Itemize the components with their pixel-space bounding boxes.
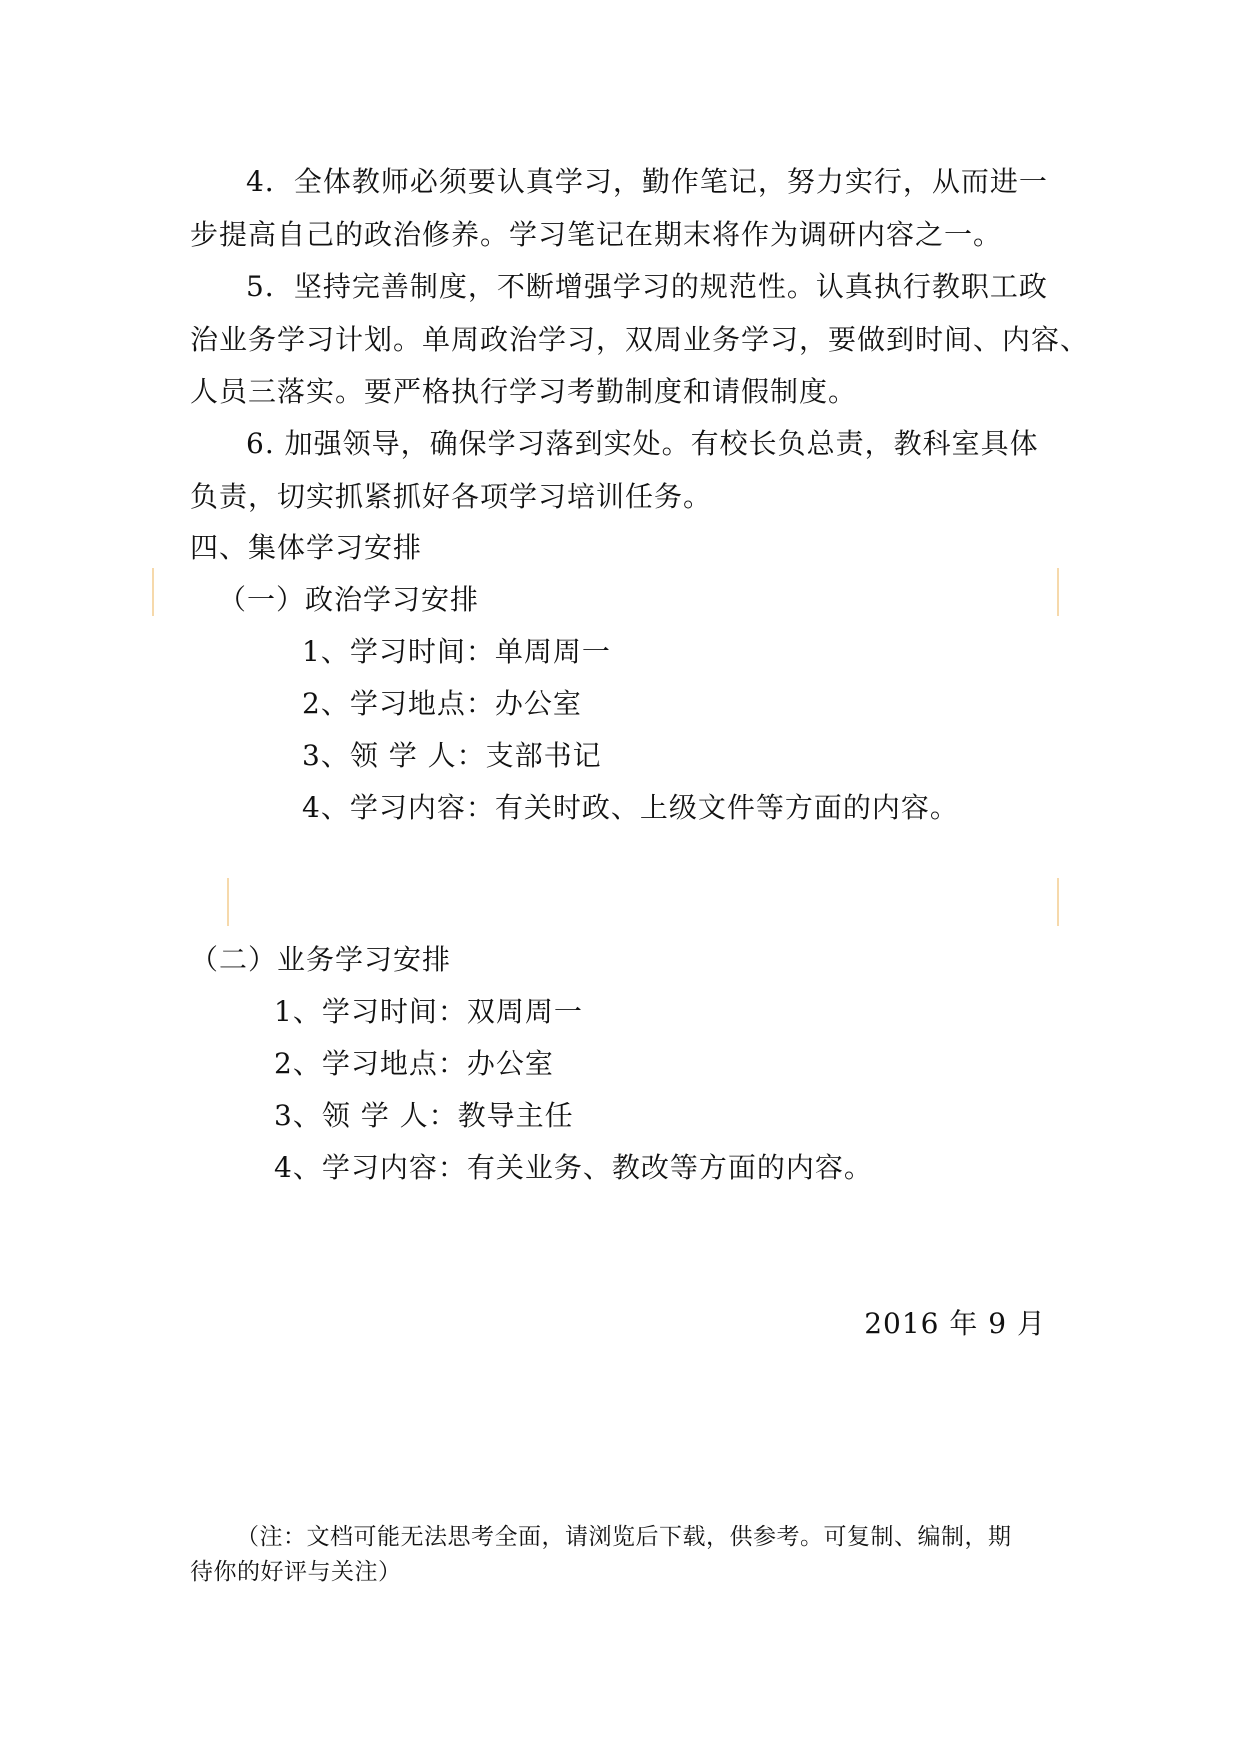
- business-item-leader: 3、领 学 人：教导主任: [274, 1099, 574, 1132]
- paragraph-line: 6. 加强领导，确保学习落到实处。有校长负总责，教科室具体: [246, 427, 1039, 460]
- political-heading: （一）政治学习安排: [218, 583, 480, 616]
- paragraph-line: 治业务学习计划。单周政治学习，双周业务学习，要做到时间、内容、: [190, 322, 1090, 356]
- paragraph-6: [190, 418, 1039, 523]
- business-item-place: 2、学习地点：办公室: [274, 1047, 554, 1080]
- paragraph-line: 负责，切实抓紧抓好各项学习培训任务。: [190, 479, 713, 513]
- document-date: 2016 年 9 月: [864, 1307, 1046, 1340]
- business-heading: （二）业务学习安排: [190, 943, 452, 976]
- section-heading: 四、集体学习安排: [190, 531, 423, 564]
- paragraph-line: 5．坚持完善制度，不断增强学习的规范性。认真执行教职工政: [246, 270, 1048, 303]
- paragraph-line: 步提高自己的政治修养。学习笔记在期末将作为调研内容之一。: [190, 217, 1003, 251]
- political-item-time: 1、学习时间：单周周一: [302, 635, 611, 668]
- note-line: 待你的好评与关注）: [190, 1559, 402, 1585]
- paragraph-line: 人员三落实。要严格执行学习考勤制度和请假制度。: [190, 375, 858, 408]
- margin-mark: [152, 568, 154, 616]
- note-line: （注：文档可能无法思考全面，请浏览后下载，供参考。可复制、编制，期: [236, 1524, 1012, 1550]
- margin-mark: [1057, 568, 1059, 616]
- political-item-place: 2、学习地点：办公室: [302, 687, 582, 720]
- footer-note: [190, 1520, 1012, 1590]
- business-item-time: 1、学习时间：双周周一: [274, 995, 583, 1028]
- paragraph-5: [190, 261, 1089, 419]
- paragraph-line: 4．全体教师必须要认真学习，勤作笔记，努力实行，从而进一: [246, 165, 1048, 198]
- margin-mark: [1057, 878, 1059, 926]
- paragraph-4: [190, 156, 1048, 261]
- political-item-content: 4、学习内容：有关时政、上级文件等方面的内容。: [302, 791, 959, 824]
- political-item-leader: 3、领 学 人：支部书记: [302, 739, 602, 772]
- business-item-content: 4、学习内容：有关业务、教改等方面的内容。: [274, 1151, 873, 1184]
- margin-mark: [227, 878, 229, 926]
